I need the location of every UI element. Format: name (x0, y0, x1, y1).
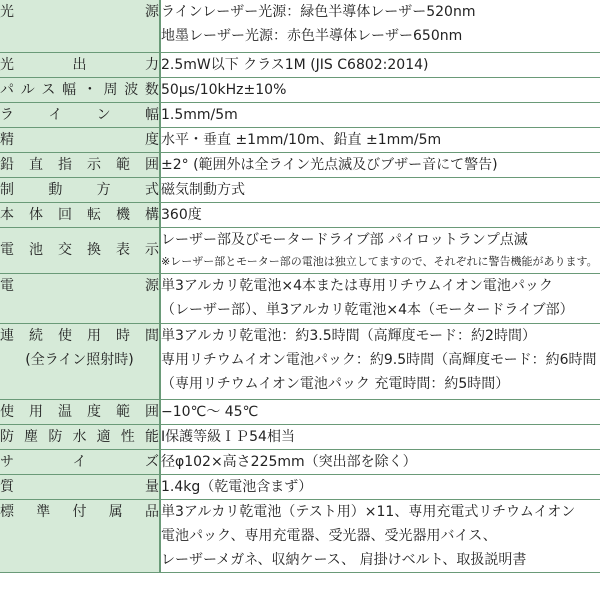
spec-label-cell (0, 202, 160, 227)
spec-label-cell (0, 0, 160, 52)
spec-row (0, 474, 600, 499)
spec-label-cell (0, 449, 160, 474)
spec-value-line: 単3アルカリ乾電池：約3.5時間（高輝度モード：約2時間） (161, 327, 536, 344)
spec-label: パ ル ス 幅 ・ 周 波 数 (0, 81, 159, 98)
spec-value-line: 1.5mm/5m (161, 106, 238, 123)
spec-label-cell (0, 399, 160, 424)
spec-value-cell (160, 127, 600, 152)
spec-value-line: 50μs/10kHz±10% (161, 81, 287, 98)
spec-label-cell (0, 273, 160, 323)
spec-value-cell (160, 152, 600, 177)
spec-row (0, 399, 600, 424)
spec-row (0, 177, 600, 202)
spec-label: 鉛 直 指 示 範 囲 (0, 156, 159, 173)
spec-label: 本 体 回 転 機 構 (0, 206, 159, 223)
spec-value-line: 2.5mW以下 クラス1M (JIS C6802:2014) (161, 56, 429, 73)
spec-label-sub: (全ライン照射時) (25, 351, 134, 368)
spec-row (0, 127, 600, 152)
spec-value-cell (160, 0, 600, 52)
spec-value-line: 360度 (161, 206, 202, 223)
spec-row (0, 273, 600, 323)
spec-label: 電 源 (0, 277, 159, 294)
spec-row (0, 449, 600, 474)
spec-row (0, 52, 600, 77)
spec-label: 精 度 (0, 131, 159, 148)
spec-label: 電 池 交 換 表 示 (0, 242, 159, 258)
spec-label-cell (0, 499, 160, 572)
spec-row (0, 202, 600, 227)
spec-label-cell (0, 152, 160, 177)
spec-value-line: 専用リチウムイオン電池パック：約9.5時間（高輝度モード：約6時間 (161, 351, 597, 368)
spec-label-cell (0, 323, 160, 399)
spec-row (0, 499, 600, 572)
spec-value-cell (160, 102, 600, 127)
spec-value-line: （専用リチウムイオン電池パック 充電時間：約5時間） (161, 375, 510, 392)
spec-label: 光 出 力 (0, 56, 159, 73)
spec-label: 連 続 使 用 時 間 (0, 327, 159, 344)
spec-label-cell (0, 77, 160, 102)
spec-value-line: 磁気制動方式 (161, 181, 245, 198)
spec-value-cell (160, 177, 600, 202)
spec-label: 制 動 方 式 (0, 181, 159, 198)
spec-label-cell (0, 424, 160, 449)
spec-value-line: 1.4kg（乾電池含まず） (161, 478, 313, 495)
spec-value-line: レーザー部及びモータードライブ部 パイロットランプ点滅 (161, 231, 528, 248)
spec-value-cell (160, 227, 600, 273)
spec-value-cell (160, 77, 600, 102)
spec-label: 使 用 温 度 範 囲 (0, 403, 159, 420)
spec-value-cell (160, 499, 600, 572)
spec-row (0, 77, 600, 102)
spec-label-cell (0, 127, 160, 152)
spec-value-line: レーザーメガネ、収納ケース、 肩掛けベルト、取扱説明書 (161, 551, 527, 568)
spec-row (0, 323, 600, 399)
spec-value-cell (160, 273, 600, 323)
spec-label-cell (0, 102, 160, 127)
spec-label-cell (0, 177, 160, 202)
spec-value-cell (160, 202, 600, 227)
spec-label: 標 準 付 属 品 (0, 503, 159, 520)
spec-label: サ イ ズ (0, 453, 159, 470)
spec-value-line: 地墨レーザー光源：赤色半導体レーザー650nm (161, 28, 463, 44)
spec-label-cell (0, 474, 160, 499)
spec-value-line: ±2° (範囲外は全ライン光点滅及びブザー音にて警告) (161, 156, 498, 173)
spec-value-line: I保護等級ＩＰ54相当 (161, 428, 295, 445)
spec-row (0, 102, 600, 127)
spec-row (0, 152, 600, 177)
spec-value-cell (160, 424, 600, 449)
spec-note: ※レーザー部とモーター部の電池は独立してますので、それぞれに警告機能があります。 (161, 254, 598, 268)
spec-label: 防 塵 防 水 適 性 能 (0, 428, 159, 445)
spec-label: 質 量 (0, 478, 159, 495)
spec-label-cell (0, 227, 160, 273)
spec-value-line: ラインレーザー光源：緑色半導体レーザー520nm (161, 4, 476, 20)
spec-value-cell (160, 449, 600, 474)
spec-value-line: 径φ102×高さ225mm（突出部を除く） (161, 453, 417, 470)
spec-value-cell (160, 474, 600, 499)
spec-row (0, 424, 600, 449)
spec-row (0, 0, 600, 52)
spec-value-line: （レーザー部）、単3アルカリ乾電池×4本（モータードライブ部） (161, 301, 574, 318)
spec-value-cell (160, 399, 600, 424)
spec-value-cell (160, 323, 600, 399)
spec-value-line: 単3アルカリ乾電池×4本または専用リチウムイオン電池パック (161, 277, 553, 294)
spec-value-line: 水平・垂直 ±1mm/10m、鉛直 ±1mm/5m (161, 131, 442, 148)
spec-value-line: −10℃〜 45℃ (161, 403, 259, 420)
spec-label: ラ イ ン 幅 (0, 106, 159, 123)
spec-label-cell (0, 52, 160, 77)
spec-label: 光 源 (0, 4, 159, 20)
spec-value-line: 電池パック、専用充電器、受光器、受光器用バイス、 (161, 527, 497, 544)
spec-row (0, 227, 600, 273)
spec-value-line: 単3アルカリ乾電池（テスト用）×11、専用充電式リチウムイオン (161, 503, 576, 520)
spec-value-cell (160, 52, 600, 77)
